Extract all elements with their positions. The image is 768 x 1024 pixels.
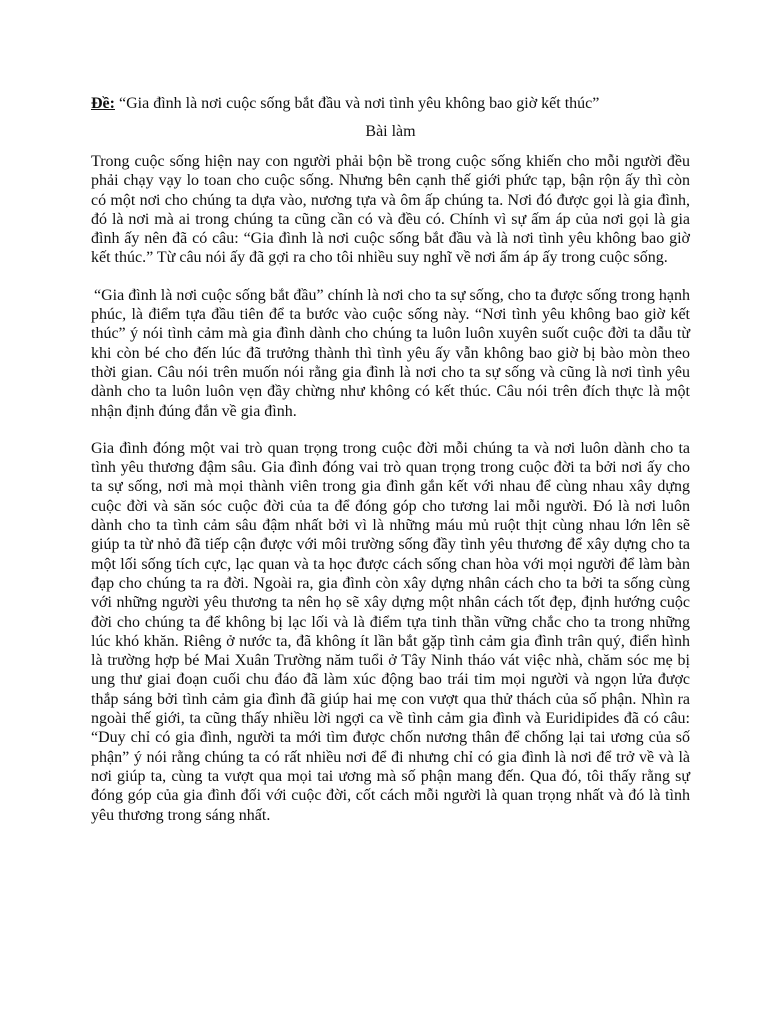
essay-title bbox=[91, 94, 690, 113]
essay-title-text: “Gia đình là nơi cuộc sống bắt đầu và nơi tình yêu không bao giờ kết thúc” bbox=[114, 95, 600, 112]
essay-title-label: Đề: bbox=[91, 95, 115, 112]
essay-subtitle: Bài làm bbox=[365, 123, 416, 140]
paragraph-1: Trong cuộc sống hiện nay con người phải bộn bề trong cuộc sống khiến cho mỗi người đều phải chạy vạy lo toan cho cuộc sống. Nhưng bên cạnh thế giới phức tạp, bận rộn ấy thì còn có một nơi cho chúng ta dựa vào, nương tựa và ôm ấp chúng ta. Nơi đó được gọi là gia đình, đó là nơi mà ai trong chúng ta cũng cần có và đều có. Chính vì sự ấm áp của nơi gọi là gia đình ấy nên đã có câu: “Gia đình là nơi cuộc sống bắt đầu và là nơi tình yêu không bao giờ kết thúc.” Từ câu nói ấy đã gợi ra cho tôi nhiều suy nghĩ về nơi ấm áp ấy trong cuộc sống. bbox=[91, 153, 690, 267]
paragraph-2: “Gia đình là nơi cuộc sống bắt đầu” chính là nơi cho ta sự sống, cho ta được sống trong hạnh phúc, là điểm tựa đầu tiên để ta bước vào cuộc sống này. “Nơi tình yêu không bao giờ kết thúc” ý nói tình cảm mà gia đình dành cho chúng ta luôn luôn xuyên suốt cuộc đời ta dẫu từ khi còn bé cho đến lúc đã trưởng thành thì tình yêu ấy vẫn không bao giờ bị bào mòn theo thời gian. Câu nói trên muốn nói rằng gia đình là nơi cho ta sự sống và cũng là nơi tình yêu dành cho ta luôn luôn vẹn đầy chừng như không có kết thúc. Câu nói trên đích thực là một nhận định đúng đắn về gia đình. bbox=[91, 286, 690, 420]
paragraph-3: Gia đình đóng một vai trò quan trọng trong cuộc đời mỗi chúng ta và nơi luôn dành cho ta tình yêu thương đậm sâu. Gia đình đóng vai trò quan trọng trong cuộc đời ta bởi nơi ấy cho ta sự sống, nơi mà mọi thành viên trong gia đình gắn kết với nhau để cùng nhau xây dựng cuộc đời và săn sóc cuộc đời của ta để đóng góp cho tương lai mỗi người. Đó là nơi luôn dành cho ta tình cảm sâu đậm nhất bởi vì là những máu mủ ruột thịt cùng nhau lớn lên sẽ giúp ta từ nhỏ đã tiếp cận được với môi trường sống đầy tình yêu thương để xây dựng cho ta một lối sống tích cực, lạc quan và ta học được cách sống chan hòa với mọi người để làm bàn đạp cho chúng ta ra đời. Ngoài ra, gia đình còn xây dựng nhân cách cho ta bởi ta sống cùng với những người yêu thương ta nên họ sẽ xây dựng một nhân cách tốt đẹp, định hướng cuộc đời cho chúng ta để không bị lạc lối và là điểm tựa tinh thần vững chắc cho ta trong những lúc khó khăn. Riêng ở nước ta, đã không ít lần bắt gặp tình cảm gia đình trân quý, điển hình là trường hợp bé Mai Xuân Trường năm tuổi ở Tây Ninh tháo vát việc nhà, chăm sóc mẹ bị ung thư giai đoạn cuối chu đáo đã làm xúc động bao trái tim mọi người và ngọn lửa được thắp sáng bởi tình cảm gia đình đã giúp hai mẹ con vượt qua thử thách của số phận. Nhìn ra ngoài thế giới, ta cũng thấy nhiều lời ngợi ca về tình cảm gia đình và Euridipides đã có câu: “Duy chỉ có gia đình, người ta mới tìm được chốn nương thân để chống lại tai ương của số phận” ý nói rằng chúng ta có rất nhiều nơi để đi nhưng chỉ có gia đình là nơi để trở về và là nơi giúp ta, cùng ta vượt qua mọi tai ương mà số phận mang đến. Qua đó, tôi thấy rằng sự đóng góp của gia đình đối với cuộc đời, cốt cách mỗi người là quan trọng nhất và đó là tình yêu thương trong sáng nhất. bbox=[91, 439, 690, 824]
